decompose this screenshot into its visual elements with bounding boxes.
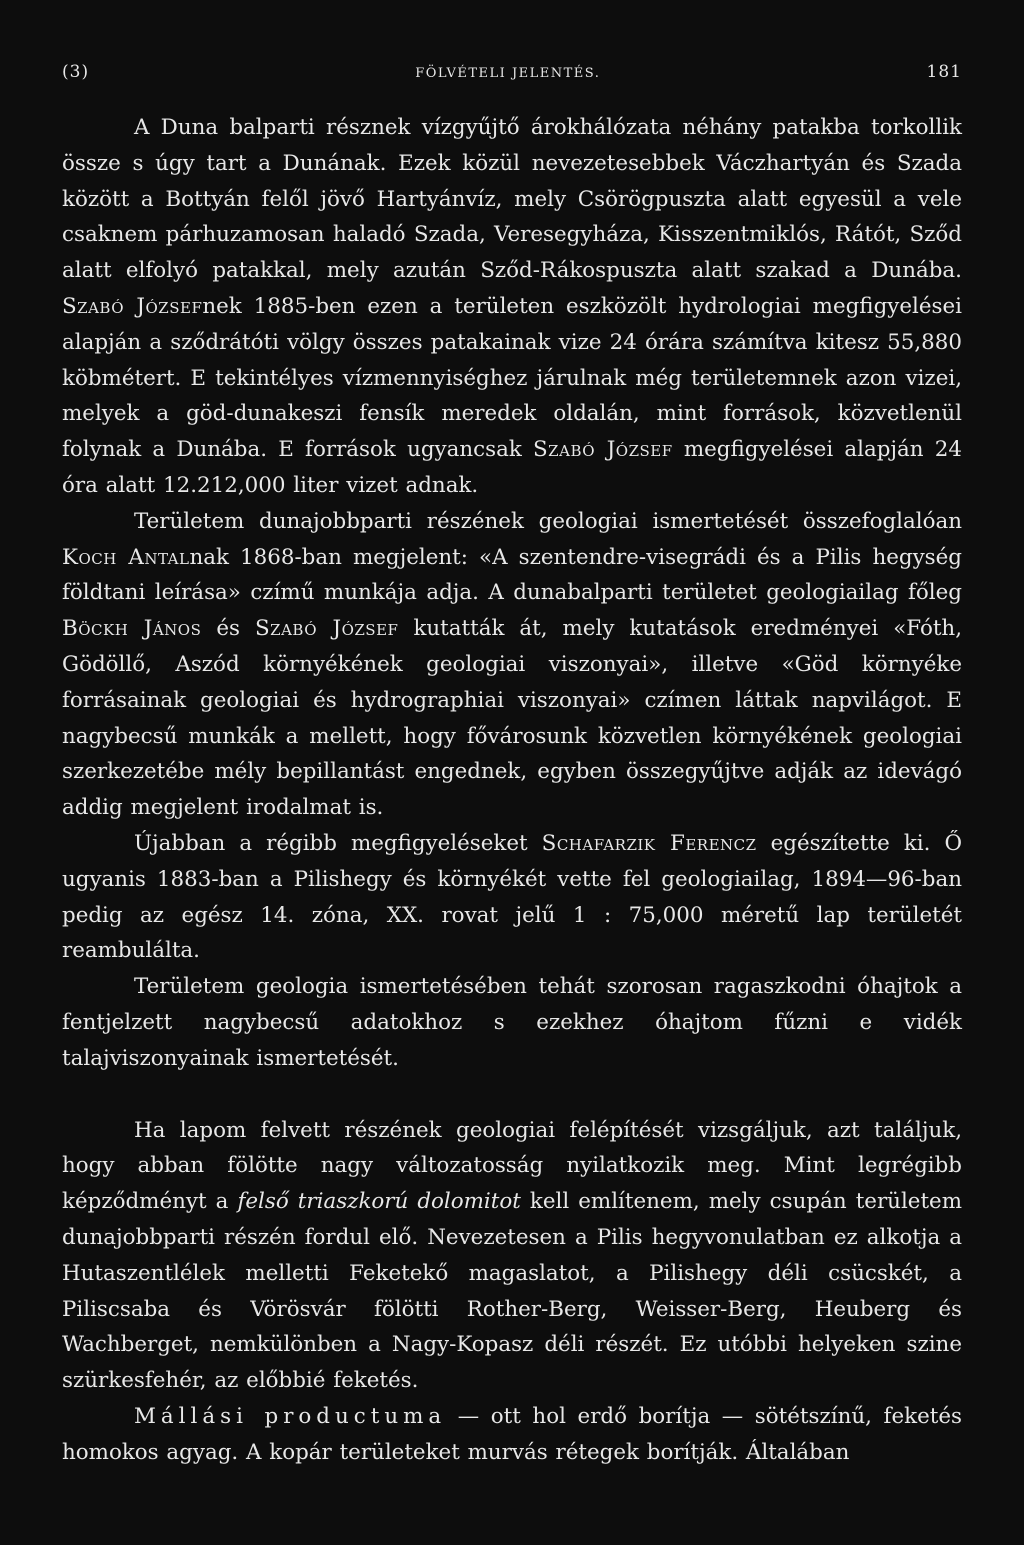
paragraph xyxy=(62,504,962,826)
text-run: nak 1868-ban megjelent: «A szentendre-visegrádi és a Pilis hegység földtani leírása» czímű munkája adja. A dunabalparti területet geologiailag főleg xyxy=(62,544,962,606)
text-run: — ott hol erdő borítja — sötétszínű, feketés homokos agyag. A kopár területeket murvás rétegek borítják. Általában xyxy=(62,1403,962,1465)
paragraph xyxy=(62,969,962,1076)
text-run: Területem geologia ismertetésében tehát szorosan ragaszkodni óhajtok a fentjelzett nagybecsű adatokhoz s ezekhez óhajtom fűzni e vidék talajviszonyainak ismertetését. xyxy=(62,974,962,1071)
text-run: Újabban a régibb megfigyeléseket xyxy=(134,830,542,856)
running-header xyxy=(62,62,962,82)
text-run: kell említenem, mely csupán területem dunajobbparti részén fordul elő. Nevezetesen a Pilis hegyvonulatban ez alkotja a Hutaszentlélek melletti Feketekő magaslatot, a Pilishegy déli csücskét, a Piliscsaba és Vörösvár fölötti Rother-Berg, Weisser-Berg, Heuberg és Wachberget, nemkülönben a Nagy-Kopasz déli részét. Ez utóbbi helyeken szine szürkesfehér, az előbbié feketés. xyxy=(62,1189,962,1394)
text-run: Területem dunajobbparti részének geologiai ismertetését összefoglalóan xyxy=(134,508,962,534)
section-number: (3) xyxy=(62,62,90,82)
text-run: és xyxy=(201,616,256,642)
author-name: Böckh János xyxy=(62,616,202,642)
text-run: kutatták át, mely kutatások eredményei «Fóth, Gödöllő, Aszód környékének geologiai viszonyai», illetve «Göd környéke forrásainak geologiai és hydrographiai viszonyai» czímen láttak napvilágot. E nagybecsű munkák a mellett, hogy fővárosunk közvetlen környékének geologiai szerkezetébe mély bepillantást engednek, egyben összegyűjtve adják az idevágó addig megjelent irodalmat is. xyxy=(62,616,962,821)
emphasis-text: felső triaszkorú dolomitot xyxy=(237,1189,521,1215)
text-run: A Duna balparti résznek vízgyűjtő árokhálózata néhány patakba torkollik össze s úgy tart a Dunának. Ezek közül nevezetesebbek Váczhartyán és Szada között a Bottyán felől jövő Hartyánvíz, mely Csörögpuszta alatt egyesül a vele csaknem párhuzamosan haladó Szada, Veresegyháza, Kisszentmiklós, Rátót, Sződ alatt elfolyó patakkal, mely azután Sződ-Rákospuszta alatt szakad a Dunába. xyxy=(62,115,962,284)
paragraph xyxy=(62,1399,962,1471)
author-name: Schafarzik Ferencz xyxy=(541,830,757,856)
author-name: Szabó József xyxy=(62,293,203,319)
paragraph xyxy=(62,110,962,504)
page-number: 181 xyxy=(926,62,962,82)
text-run: egészítette ki. Ő ugyanis 1883-ban a Pilishegy és környékét vette fel geologiailag, 1894—96-ban pedig az egész 14. zóna, XX. rovat jelű 1 : 75,000 méretű lap területét reambulálta. xyxy=(62,830,962,964)
author-name: Szabó József xyxy=(533,437,673,463)
text-run: Mállási productuma xyxy=(134,1403,447,1429)
text-run: megfigyelései alapján 24 óra alatt 12.212,000 liter vizet adnak. xyxy=(62,437,962,498)
text-run: Ha lapom felvett részének geologiai felépítését vizsgáljuk, azt találjuk, hogy abban fölötte nagy változatosság nyilatkozik meg. Mint legrégibb képződményt a xyxy=(62,1117,962,1215)
paragraph xyxy=(62,1113,962,1399)
running-title: FÖLVÉTELI JELENTÉS. xyxy=(415,66,601,81)
text-run: nek 1885-ben ezen a területen eszközölt hydrologiai megfigyelései alapján a sződrátóti völgy összes patakainak vize 24 órára számítva kitesz 55,880 köbmétert. E tekintélyes vízmennyiséghez járulnak még területemnek azon vizei, melyek a göd-dunakeszi fensík meredek oldalán, mint források, közvetlenül folynak a Dunába. E források ugyancsak xyxy=(62,293,962,463)
body-text xyxy=(62,110,962,1470)
author-name: Koch Antal xyxy=(62,544,190,570)
paragraph xyxy=(62,826,962,969)
author-name: Szabó József xyxy=(255,616,399,642)
